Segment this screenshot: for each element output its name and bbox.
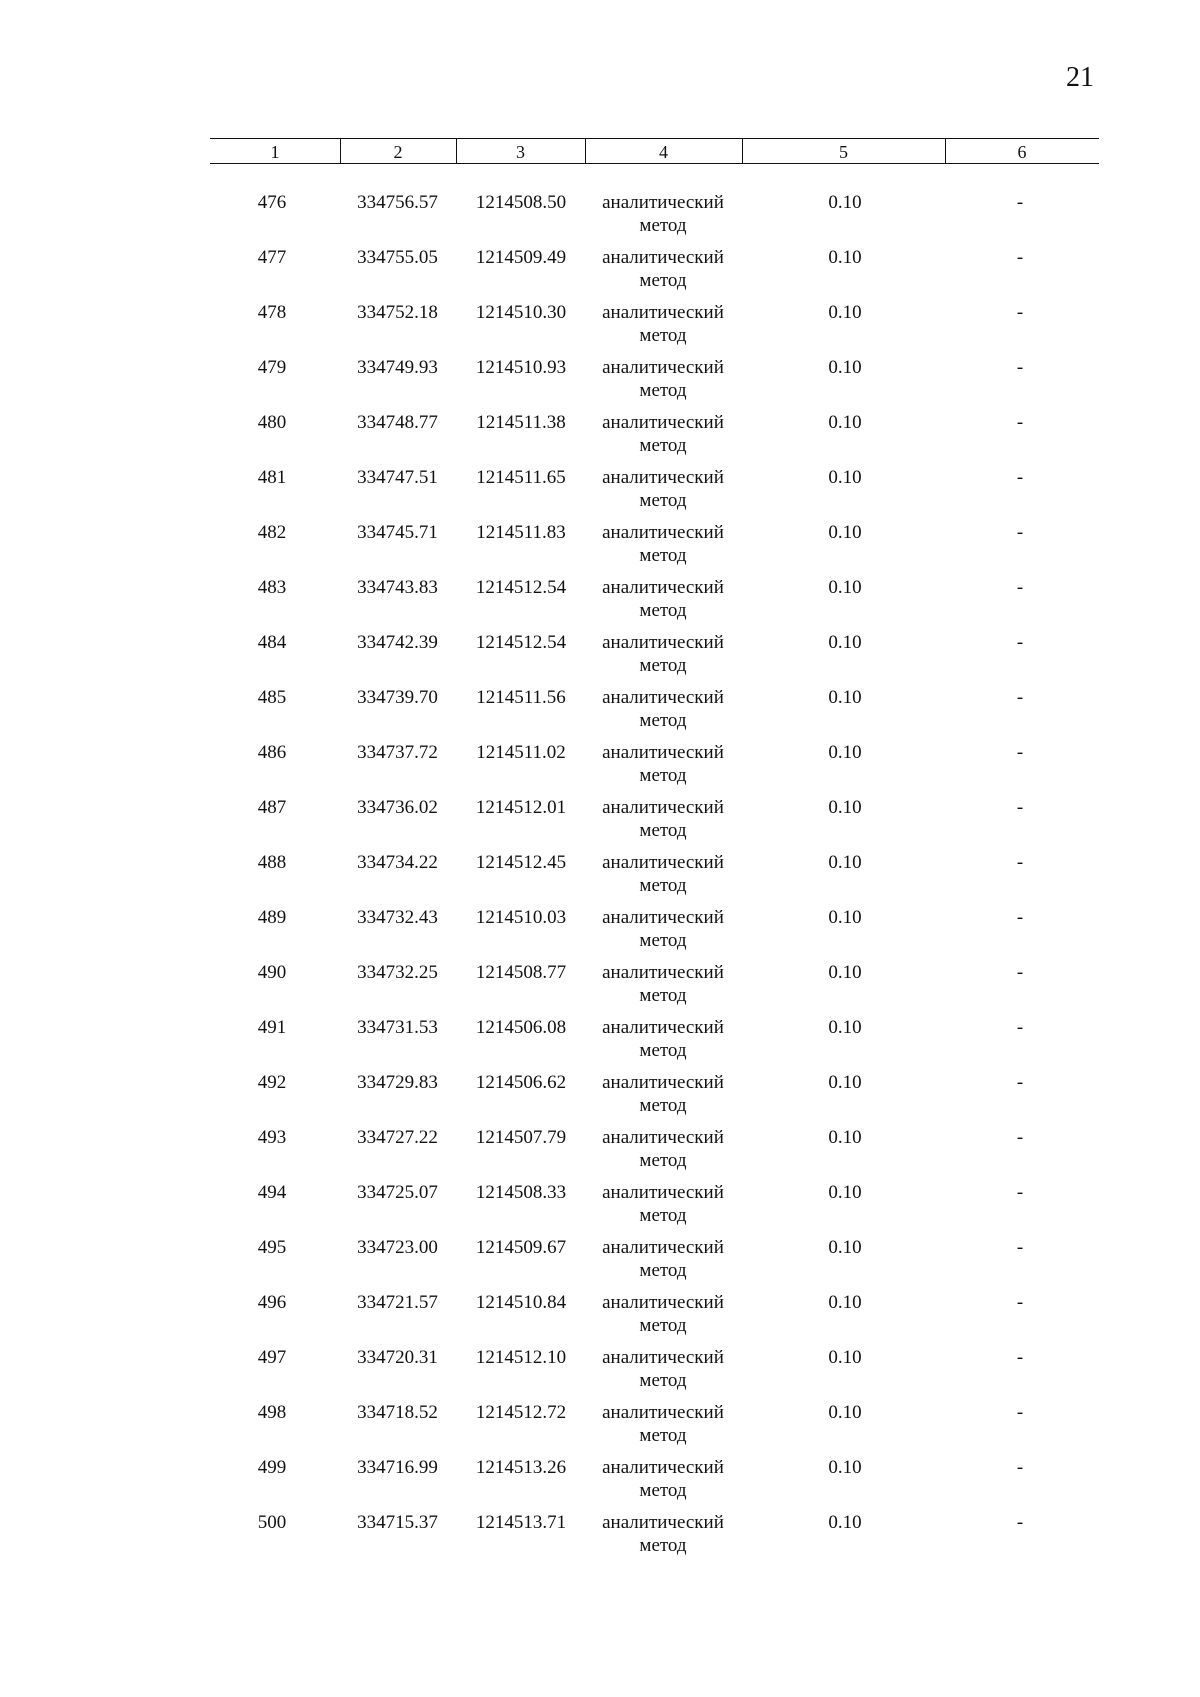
note: - bbox=[1016, 302, 1024, 323]
method bbox=[588, 1291, 738, 1337]
method-line-1: аналитический bbox=[602, 467, 724, 488]
method-line-1: аналитический bbox=[602, 1457, 724, 1478]
table-row bbox=[0, 246, 1200, 301]
accuracy: 0.10 bbox=[828, 852, 862, 873]
note: - bbox=[1016, 962, 1024, 983]
method-line-2: метод bbox=[639, 985, 687, 1006]
method-line-2: метод bbox=[639, 930, 687, 951]
header-col-6: 6 bbox=[1017, 142, 1027, 162]
coord-x: 334736.02 bbox=[357, 797, 438, 818]
method bbox=[588, 191, 738, 237]
note: - bbox=[1016, 1457, 1024, 1478]
method-line-2: метод bbox=[639, 1205, 687, 1226]
method-line-1: аналитический bbox=[602, 852, 724, 873]
note: - bbox=[1016, 797, 1024, 818]
table-row bbox=[0, 741, 1200, 796]
note: - bbox=[1016, 1127, 1024, 1148]
accuracy: 0.10 bbox=[828, 687, 862, 708]
method-line-1: аналитический bbox=[602, 1017, 724, 1038]
coord-y: 1214511.56 bbox=[476, 687, 566, 708]
method-line-2: метод bbox=[639, 1095, 687, 1116]
coord-y: 1214508.77 bbox=[475, 962, 567, 983]
table-row bbox=[0, 906, 1200, 961]
coord-x: 334727.22 bbox=[357, 1127, 438, 1148]
method bbox=[588, 521, 738, 567]
accuracy: 0.10 bbox=[828, 1182, 862, 1203]
note: - bbox=[1016, 522, 1024, 543]
coord-x: 334742.39 bbox=[357, 632, 438, 653]
method-line-1: аналитический bbox=[602, 192, 724, 213]
method-line-1: аналитический bbox=[602, 1072, 724, 1093]
method bbox=[588, 1071, 738, 1117]
table-row bbox=[0, 301, 1200, 356]
table-row bbox=[0, 1126, 1200, 1181]
accuracy: 0.10 bbox=[828, 907, 862, 928]
method bbox=[588, 1401, 738, 1447]
coord-y: 1214510.84 bbox=[475, 1292, 567, 1313]
table-row bbox=[0, 411, 1200, 466]
table-row bbox=[0, 961, 1200, 1016]
coord-x: 334720.31 bbox=[357, 1347, 438, 1368]
point-number: 489 bbox=[257, 907, 287, 928]
method-line-1: аналитический bbox=[602, 1237, 724, 1258]
point-number: 479 bbox=[257, 357, 287, 378]
accuracy: 0.10 bbox=[828, 467, 862, 488]
coord-y: 1214512.10 bbox=[475, 1347, 567, 1368]
coord-x: 334745.71 bbox=[357, 522, 438, 543]
coord-x: 334756.57 bbox=[357, 192, 438, 213]
page-number: 21 bbox=[1066, 62, 1094, 93]
table-row bbox=[0, 796, 1200, 851]
method bbox=[588, 631, 738, 677]
note: - bbox=[1016, 852, 1024, 873]
method-line-1: аналитический bbox=[602, 1292, 724, 1313]
method-line-1: аналитический bbox=[602, 412, 724, 433]
point-number: 500 bbox=[257, 1512, 287, 1533]
accuracy: 0.10 bbox=[828, 247, 862, 268]
method-line-1: аналитический bbox=[602, 577, 724, 598]
method-line-2: метод bbox=[639, 820, 687, 841]
method-line-2: метод bbox=[639, 1315, 687, 1336]
coord-y: 1214510.93 bbox=[475, 357, 567, 378]
method-line-1: аналитический bbox=[602, 247, 724, 268]
point-number: 481 bbox=[257, 467, 287, 488]
note: - bbox=[1016, 1347, 1024, 1368]
method-line-2: метод bbox=[639, 1480, 687, 1501]
coord-y: 1214509.49 bbox=[475, 247, 567, 268]
point-number: 484 bbox=[257, 632, 287, 653]
header-bottom-rule bbox=[210, 163, 1099, 164]
table-row bbox=[0, 1401, 1200, 1456]
point-number: 498 bbox=[257, 1402, 287, 1423]
table-row bbox=[0, 191, 1200, 246]
method-line-1: аналитический bbox=[602, 1347, 724, 1368]
coord-x: 334715.37 bbox=[357, 1512, 438, 1533]
method-line-2: метод bbox=[639, 1535, 687, 1556]
table-row bbox=[0, 521, 1200, 576]
coord-y: 1214511.02 bbox=[476, 742, 566, 763]
coord-x: 334743.83 bbox=[357, 577, 438, 598]
note: - bbox=[1016, 1292, 1024, 1313]
method-line-2: метод bbox=[639, 710, 687, 731]
coord-x: 334748.77 bbox=[357, 412, 438, 433]
coord-x: 334749.93 bbox=[357, 357, 438, 378]
accuracy: 0.10 bbox=[828, 357, 862, 378]
coord-x: 334732.43 bbox=[357, 907, 438, 928]
note: - bbox=[1016, 1402, 1024, 1423]
coord-x: 334731.53 bbox=[357, 1017, 438, 1038]
method bbox=[588, 246, 738, 292]
point-number: 477 bbox=[257, 247, 287, 268]
method-line-1: аналитический bbox=[602, 302, 724, 323]
method-line-1: аналитический bbox=[602, 1127, 724, 1148]
point-number: 478 bbox=[257, 302, 287, 323]
note: - bbox=[1016, 577, 1024, 598]
method-line-1: аналитический bbox=[602, 522, 724, 543]
point-number: 486 bbox=[257, 742, 287, 763]
method-line-2: метод bbox=[639, 765, 687, 786]
coord-y: 1214513.71 bbox=[475, 1512, 567, 1533]
method bbox=[588, 906, 738, 952]
header-col-1: 1 bbox=[270, 142, 280, 162]
accuracy: 0.10 bbox=[828, 1402, 862, 1423]
coord-y: 1214506.62 bbox=[475, 1072, 567, 1093]
table-row bbox=[0, 851, 1200, 906]
coord-y: 1214512.54 bbox=[475, 632, 567, 653]
point-number: 487 bbox=[257, 797, 287, 818]
accuracy: 0.10 bbox=[828, 632, 862, 653]
method-line-2: метод bbox=[639, 215, 687, 236]
method bbox=[588, 1126, 738, 1172]
note: - bbox=[1016, 1017, 1024, 1038]
method-line-1: аналитический bbox=[602, 632, 724, 653]
header-top-rule bbox=[210, 138, 1099, 139]
coord-x: 334716.99 bbox=[357, 1457, 438, 1478]
coord-x: 334755.05 bbox=[357, 247, 438, 268]
coord-y: 1214512.72 bbox=[475, 1402, 567, 1423]
coord-x: 334723.00 bbox=[357, 1237, 438, 1258]
header-col-2: 2 bbox=[393, 142, 403, 162]
method-line-2: метод bbox=[639, 490, 687, 511]
method-line-2: метод bbox=[639, 1260, 687, 1281]
coord-y: 1214510.30 bbox=[475, 302, 567, 323]
table-row bbox=[0, 1016, 1200, 1071]
accuracy: 0.10 bbox=[828, 962, 862, 983]
accuracy: 0.10 bbox=[828, 1292, 862, 1313]
point-number: 490 bbox=[257, 962, 287, 983]
coord-x: 334721.57 bbox=[357, 1292, 438, 1313]
header-col-3: 3 bbox=[516, 142, 525, 162]
table-body bbox=[0, 191, 1200, 1566]
method-line-2: метод bbox=[639, 380, 687, 401]
method bbox=[588, 301, 738, 347]
method-line-1: аналитический bbox=[602, 357, 724, 378]
accuracy: 0.10 bbox=[828, 1017, 862, 1038]
coord-x: 334725.07 bbox=[357, 1182, 438, 1203]
note: - bbox=[1016, 687, 1024, 708]
method bbox=[588, 576, 738, 622]
accuracy: 0.10 bbox=[828, 1072, 862, 1093]
coord-y: 1214511.83 bbox=[476, 522, 566, 543]
table-row bbox=[0, 1456, 1200, 1511]
method-line-1: аналитический bbox=[602, 687, 724, 708]
method-line-2: метод bbox=[639, 325, 687, 346]
note: - bbox=[1016, 192, 1024, 213]
accuracy: 0.10 bbox=[828, 1457, 862, 1478]
method-line-1: аналитический bbox=[602, 1512, 724, 1533]
table-row bbox=[0, 1291, 1200, 1346]
coord-y: 1214506.08 bbox=[475, 1017, 567, 1038]
point-number: 488 bbox=[257, 852, 287, 873]
note: - bbox=[1016, 632, 1024, 653]
method-line-1: аналитический bbox=[602, 962, 724, 983]
note: - bbox=[1016, 357, 1024, 378]
table-row bbox=[0, 686, 1200, 741]
coord-x: 334729.83 bbox=[357, 1072, 438, 1093]
method-line-2: метод bbox=[639, 1425, 687, 1446]
method bbox=[588, 1016, 738, 1062]
note: - bbox=[1016, 247, 1024, 268]
accuracy: 0.10 bbox=[828, 302, 862, 323]
point-number: 491 bbox=[257, 1017, 287, 1038]
method bbox=[588, 1511, 738, 1557]
method-line-1: аналитический bbox=[602, 1402, 724, 1423]
table-row bbox=[0, 1071, 1200, 1126]
point-number: 485 bbox=[257, 687, 287, 708]
coord-x: 334752.18 bbox=[357, 302, 438, 323]
method-line-2: метод bbox=[639, 655, 687, 676]
method bbox=[588, 356, 738, 402]
header-col-5: 5 bbox=[839, 142, 848, 162]
table-row bbox=[0, 356, 1200, 411]
coord-x: 334747.51 bbox=[357, 467, 438, 488]
note: - bbox=[1016, 1182, 1024, 1203]
coord-y: 1214513.26 bbox=[475, 1457, 567, 1478]
method bbox=[588, 851, 738, 897]
point-number: 482 bbox=[257, 522, 287, 543]
accuracy: 0.10 bbox=[828, 742, 862, 763]
method-line-1: аналитический bbox=[602, 797, 724, 818]
method-line-2: метод bbox=[639, 545, 687, 566]
coord-y: 1214512.01 bbox=[475, 797, 567, 818]
method-line-2: метод bbox=[639, 875, 687, 896]
method-line-2: метод bbox=[639, 1370, 687, 1391]
accuracy: 0.10 bbox=[828, 522, 862, 543]
point-number: 480 bbox=[257, 412, 287, 433]
method-line-2: метод bbox=[639, 600, 687, 621]
point-number: 476 bbox=[257, 192, 287, 213]
method-line-2: метод bbox=[639, 1150, 687, 1171]
header-col-4: 4 bbox=[659, 142, 668, 162]
point-number: 496 bbox=[257, 1292, 287, 1313]
accuracy: 0.10 bbox=[828, 577, 862, 598]
table-row bbox=[0, 631, 1200, 686]
point-number: 493 bbox=[257, 1127, 287, 1148]
coord-x: 334732.25 bbox=[357, 962, 438, 983]
point-number: 483 bbox=[257, 577, 287, 598]
method bbox=[588, 796, 738, 842]
method-line-2: метод bbox=[639, 270, 687, 291]
method bbox=[588, 741, 738, 787]
coord-y: 1214512.54 bbox=[475, 577, 567, 598]
note: - bbox=[1016, 1072, 1024, 1093]
note: - bbox=[1016, 1512, 1024, 1533]
coord-y: 1214511.38 bbox=[476, 412, 566, 433]
note: - bbox=[1016, 907, 1024, 928]
point-number: 495 bbox=[257, 1237, 287, 1258]
method-line-1: аналитический bbox=[602, 907, 724, 928]
method bbox=[588, 1181, 738, 1227]
coord-y: 1214508.50 bbox=[475, 192, 567, 213]
table-row bbox=[0, 1236, 1200, 1291]
table-row bbox=[0, 1181, 1200, 1236]
accuracy: 0.10 bbox=[828, 1127, 862, 1148]
note: - bbox=[1016, 1237, 1024, 1258]
point-number: 494 bbox=[257, 1182, 287, 1203]
method bbox=[588, 686, 738, 732]
note: - bbox=[1016, 412, 1024, 433]
method bbox=[588, 961, 738, 1007]
table-row bbox=[0, 1346, 1200, 1401]
accuracy: 0.10 bbox=[828, 1347, 862, 1368]
accuracy: 0.10 bbox=[828, 192, 862, 213]
point-number: 492 bbox=[257, 1072, 287, 1093]
coord-y: 1214508.33 bbox=[475, 1182, 567, 1203]
coord-y: 1214510.03 bbox=[475, 907, 567, 928]
table-row bbox=[0, 1511, 1200, 1566]
accuracy: 0.10 bbox=[828, 797, 862, 818]
point-number: 499 bbox=[257, 1457, 287, 1478]
method-line-1: аналитический bbox=[602, 742, 724, 763]
point-number: 497 bbox=[257, 1347, 287, 1368]
note: - bbox=[1016, 467, 1024, 488]
method-line-2: метод bbox=[639, 1040, 687, 1061]
coord-y: 1214509.67 bbox=[475, 1237, 567, 1258]
accuracy: 0.10 bbox=[828, 412, 862, 433]
accuracy: 0.10 bbox=[828, 1237, 862, 1258]
table-row bbox=[0, 576, 1200, 631]
coord-x: 334734.22 bbox=[357, 852, 438, 873]
method bbox=[588, 1236, 738, 1282]
coord-y: 1214511.65 bbox=[476, 467, 566, 488]
table-row bbox=[0, 466, 1200, 521]
method-line-1: аналитический bbox=[602, 1182, 724, 1203]
method bbox=[588, 1346, 738, 1392]
method-line-2: метод bbox=[639, 435, 687, 456]
coord-x: 334718.52 bbox=[357, 1402, 438, 1423]
method bbox=[588, 466, 738, 512]
method bbox=[588, 411, 738, 457]
method bbox=[588, 1456, 738, 1502]
coord-x: 334737.72 bbox=[357, 742, 438, 763]
coord-y: 1214512.45 bbox=[475, 852, 567, 873]
note: - bbox=[1016, 742, 1024, 763]
coord-x: 334739.70 bbox=[357, 687, 438, 708]
coord-y: 1214507.79 bbox=[475, 1127, 567, 1148]
accuracy: 0.10 bbox=[828, 1512, 862, 1533]
